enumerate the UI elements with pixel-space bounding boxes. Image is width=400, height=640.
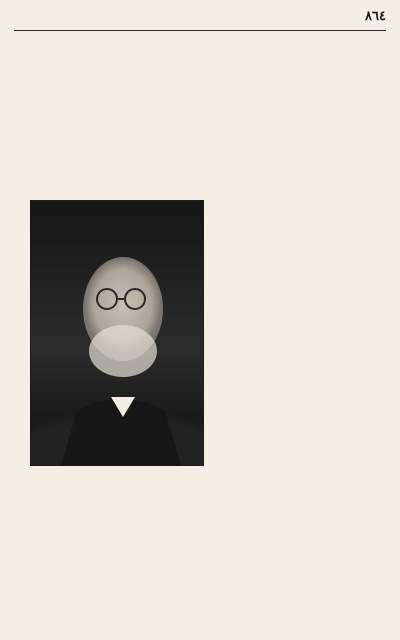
- text-line: [16, 58, 384, 80]
- side-paragraphs: [214, 190, 384, 498]
- text-line: [214, 300, 384, 322]
- text-line: [16, 608, 384, 630]
- intro-paragraphs: [16, 36, 384, 212]
- text-line: [214, 212, 384, 234]
- page-number: ٨٦٤: [365, 9, 386, 24]
- portrait-caption: [30, 468, 204, 488]
- text-line: [214, 410, 384, 432]
- portrait-sketch: [31, 201, 203, 465]
- text-line: [214, 366, 384, 388]
- text-line: [214, 476, 384, 498]
- text-line: [214, 432, 384, 454]
- text-line: [16, 146, 384, 168]
- text-line: [16, 564, 384, 586]
- text-line: [214, 322, 384, 344]
- text-line: [214, 190, 384, 212]
- text-line: [16, 586, 384, 608]
- text-line: [16, 168, 384, 190]
- text-line: [16, 36, 384, 58]
- text-line: [214, 344, 384, 366]
- text-line: [16, 124, 384, 146]
- text-line: [214, 454, 384, 476]
- text-line: [214, 278, 384, 300]
- text-line: [16, 520, 384, 542]
- text-line: [214, 234, 384, 256]
- portrait-photo: [30, 200, 204, 466]
- text-line: [16, 542, 384, 564]
- text-line: [16, 498, 384, 520]
- text-line: [214, 388, 384, 410]
- outro-paragraphs: [16, 498, 384, 630]
- text-line: [16, 80, 384, 102]
- running-header: [14, 8, 386, 31]
- text-line: [214, 256, 384, 278]
- text-line: [16, 102, 384, 124]
